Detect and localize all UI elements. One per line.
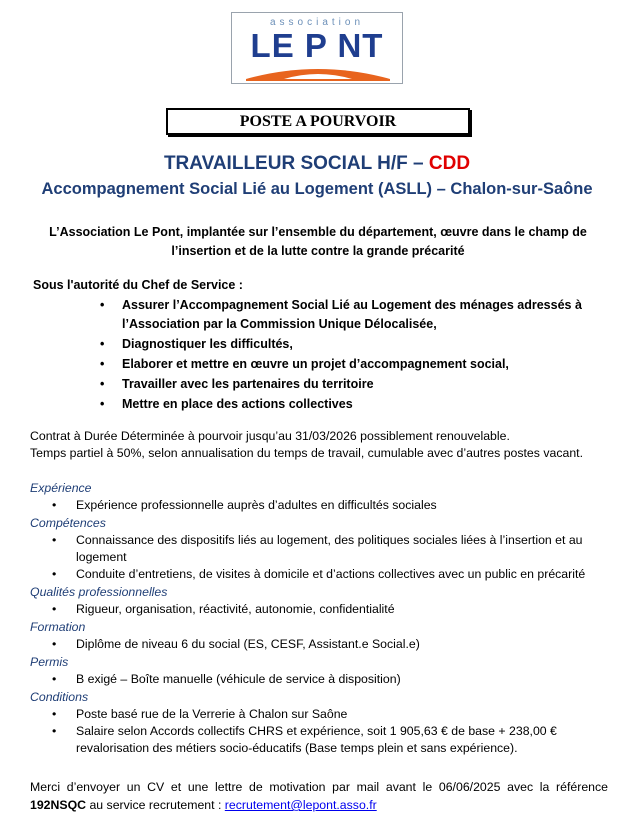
task-item: • Travailler avec les partenaires du territoire bbox=[122, 375, 608, 394]
list-item: • Salaire selon Accords collectifs CHRS et expérience, soit 1 905,63 € de base + 238,00 € revalorisation des métiers socio-éducatifs (Base temps plein et sans expérience). bbox=[76, 723, 610, 757]
task-item: • Mettre en place des actions collectives bbox=[122, 395, 608, 414]
footer-text: au service recrutement : bbox=[86, 798, 225, 812]
bridge-arc-icon bbox=[244, 65, 392, 81]
section-list bbox=[30, 601, 610, 618]
section-title-experience: Expérience bbox=[30, 481, 92, 495]
section-list bbox=[30, 636, 610, 653]
section-list bbox=[30, 671, 610, 688]
section-title-formation: Formation bbox=[30, 620, 86, 634]
contract-line: Temps partiel à 50%, selon annualisation du temps de travail, cumulable avec d’autres postes vacant. bbox=[30, 446, 583, 460]
intro-paragraph: L’Association Le Pont, implantée sur l’ensemble du département, œuvre dans le champ de l’insertion et de la lutte contre la grande précarité bbox=[49, 225, 587, 258]
section-list bbox=[30, 706, 610, 757]
contract-line: Contrat à Durée Déterminée à pourvoir jusqu’au 31/03/2026 possiblement renouvelable. bbox=[30, 429, 510, 443]
contract-type-badge: CDD bbox=[428, 153, 471, 174]
association-logo bbox=[231, 12, 403, 84]
requirements-sections bbox=[30, 480, 610, 758]
application-instructions bbox=[30, 778, 608, 814]
section-title-qualites: Qualités professionnelles bbox=[30, 585, 168, 599]
task-item: • Assurer l’Accompagnement Social Lié au Logement des ménages adressés à l’Association par la Commission Unique Délocalisée, bbox=[122, 296, 608, 334]
list-item: • Rigueur, organisation, réactivité, autonomie, confidentialité bbox=[76, 601, 610, 618]
section-title-conditions: Conditions bbox=[30, 690, 89, 704]
task-item: • Diagnostiquer les difficultés, bbox=[122, 335, 608, 354]
job-title-main: TRAVAILLEUR SOCIAL H/F – bbox=[163, 153, 429, 174]
footer-text: Merci d’envoyer un CV et une lettre de motivation par mail avant le 06/06/2025 avec la référence bbox=[30, 780, 608, 794]
list-item: • Poste basé rue de la Verrerie à Chalon sur Saône bbox=[76, 706, 610, 723]
section-title-competences: Compétences bbox=[30, 516, 106, 530]
list-item: • Diplôme de niveau 6 du social (ES, CESF, Assistant.e Social.e) bbox=[76, 636, 610, 653]
task-list bbox=[122, 296, 608, 415]
section-list bbox=[30, 497, 610, 514]
job-title bbox=[0, 153, 634, 175]
task-item: • Elaborer et mettre en œuvre un projet d’accompagnement social, bbox=[122, 355, 608, 374]
authority-line: Sous l'autorité du Chef de Service : bbox=[33, 278, 243, 292]
contract-details bbox=[30, 428, 620, 462]
logo-main-text: LE P NT bbox=[250, 27, 384, 64]
poste-a-pourvoir-box: POSTE A POURVOIR bbox=[166, 108, 470, 135]
list-item: • Connaissance des dispositifs liés au logement, des politiques sociales liées à l’insertion et au logement bbox=[76, 532, 610, 566]
job-subtitle: Accompagnement Social Lié au Logement (ASLL) – Chalon-sur-Saône bbox=[41, 180, 593, 198]
list-item: • B exigé – Boîte manuelle (véhicule de service à disposition) bbox=[76, 671, 610, 688]
section-title-permis: Permis bbox=[30, 655, 69, 669]
list-item: • Expérience professionnelle auprès d’adultes en difficultés sociales bbox=[76, 497, 610, 514]
section-list bbox=[30, 532, 610, 583]
logo-small-text: association bbox=[269, 17, 365, 28]
reference-code: 192NSQC bbox=[30, 798, 87, 812]
recruitment-email-link[interactable]: recrutement@lepont.asso.fr bbox=[224, 798, 377, 812]
list-item: • Conduite d’entretiens, de visites à domicile et d’actions collectives avec un public en précarité bbox=[76, 566, 610, 583]
